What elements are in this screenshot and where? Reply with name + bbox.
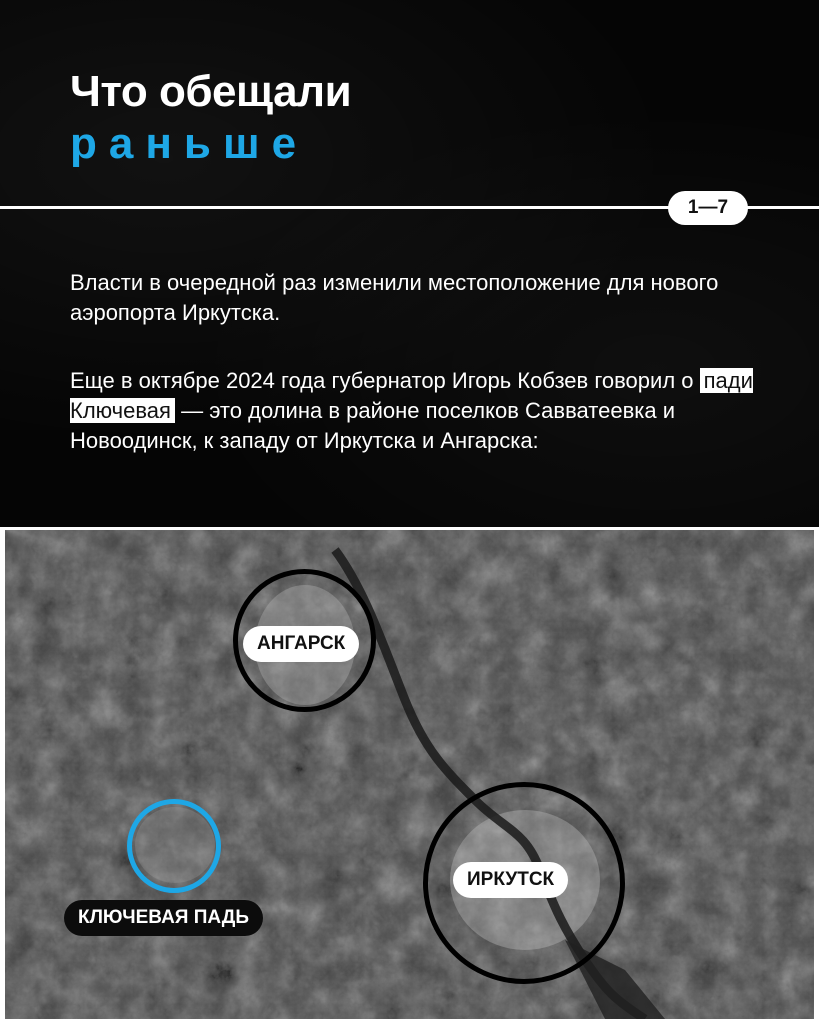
irkutsk-label: ИРКУТСК bbox=[453, 862, 568, 898]
paragraph-2 bbox=[70, 366, 770, 456]
map-terrain bbox=[5, 530, 814, 1019]
page-subtitle: раньше bbox=[70, 119, 309, 168]
satellite-map bbox=[5, 530, 814, 1019]
klyuchevaya-ring bbox=[127, 799, 221, 893]
page-counter-badge bbox=[668, 191, 748, 225]
paragraph-2-end: — это долина в районе поселков Савватеевка и Новоодинск, к западу от Иркутска и Ангарска: bbox=[70, 398, 675, 453]
paragraph-2-start: Еще в октябре 2024 года губернатор Игорь Кобзев говорил о bbox=[70, 368, 700, 393]
klyuchevaya-label: КЛЮЧЕВАЯ ПАДЬ bbox=[64, 900, 263, 936]
paragraph-1: Власти в очередной раз изменили местоположение для нового аэропорта Иркутска. bbox=[70, 270, 719, 325]
angarsk-label: АНГАРСК bbox=[243, 626, 359, 662]
page-title: Что обещали bbox=[70, 67, 352, 116]
highlight-klyuchevaya: пади Ключевая bbox=[70, 368, 753, 423]
page-counter: 1—7 bbox=[687, 197, 729, 218]
